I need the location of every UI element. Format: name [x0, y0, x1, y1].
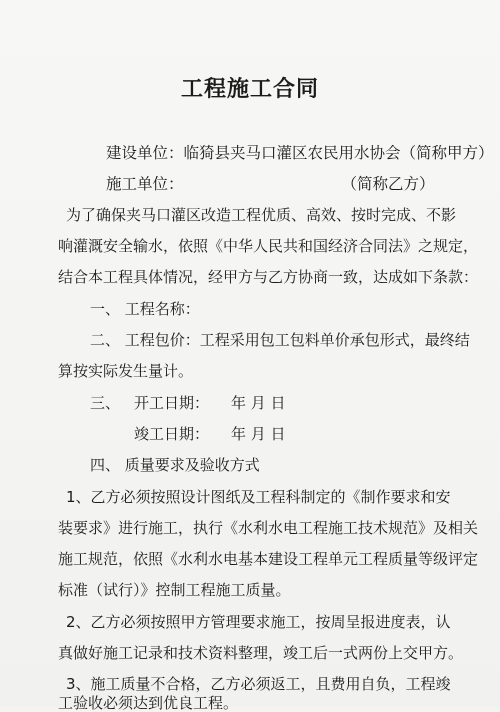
start-date-label: 开工日期：	[134, 394, 210, 412]
intro-line-2: 响灌溉安全输水，依照《中华人民共和国经济合同法》之规定，	[58, 237, 479, 255]
construction-unit-label: 建设单位：	[106, 144, 184, 162]
construction-unit-line	[0, 144, 500, 163]
item-2-line-1: 二、 工程包价：工程采用包工包料单价承包形式，最终结	[90, 331, 470, 349]
intro-line-1: 为了确保夹马口灌区改造工程优质、高效、按时完成、不影	[66, 206, 457, 224]
end-date-label: 竣工日期：	[134, 425, 210, 443]
quality-1-line-3: 施工规范，依照《水利水电基本建设工程单元工程质量等级评定	[58, 550, 479, 568]
quality-2-line-1: 2、乙方必须按照甲方管理要求施工，按周呈报进度表，认	[66, 613, 451, 631]
construction-unit-value: 临猗县夹马口灌区农民用水协会（简称甲方）	[183, 144, 494, 162]
document-title: 工程施工合同	[180, 77, 319, 102]
contractor-label: 施工单位：	[106, 175, 184, 193]
quality-3-line-1: 3、施工质量不合格，乙方必须返工，且费用自负，工程竣	[66, 675, 451, 693]
item-1-project-name: 一、 工程名称：	[90, 300, 200, 318]
intro-line-3: 结合本工程具体情况，经甲方与乙方协商一致，达成如下条款：	[58, 268, 479, 286]
end-date-value: 年 月 日	[231, 425, 286, 443]
start-date-value: 年 月 日	[231, 394, 286, 412]
contractor-value: （简称乙方）	[341, 175, 435, 193]
end-date-row	[0, 425, 500, 445]
quality-2-line-2: 真做好施工记录和技术资料整理，竣工后一式两份上交甲方。	[58, 644, 464, 662]
start-date-row	[0, 394, 500, 414]
item-3-number: 三、	[90, 394, 121, 412]
quality-3-line-2: 工验收必须达到优良工程。	[58, 694, 239, 712]
quality-1-line-4: 标准（试行）》控制工程施工质量。	[58, 581, 291, 599]
contractor-line	[0, 175, 500, 194]
item-4-quality-title: 四、 质量要求及验收方式	[90, 456, 260, 474]
quality-1-line-2: 装要求》进行施工，执行《水利水电工程施工技术规范》及相关	[58, 519, 479, 537]
item-2-line-2: 算按实际发生量计。	[58, 362, 194, 380]
quality-1-line-1: 1、乙方必须按照设计图纸及工程科制定的《制作要求和安	[66, 488, 451, 506]
